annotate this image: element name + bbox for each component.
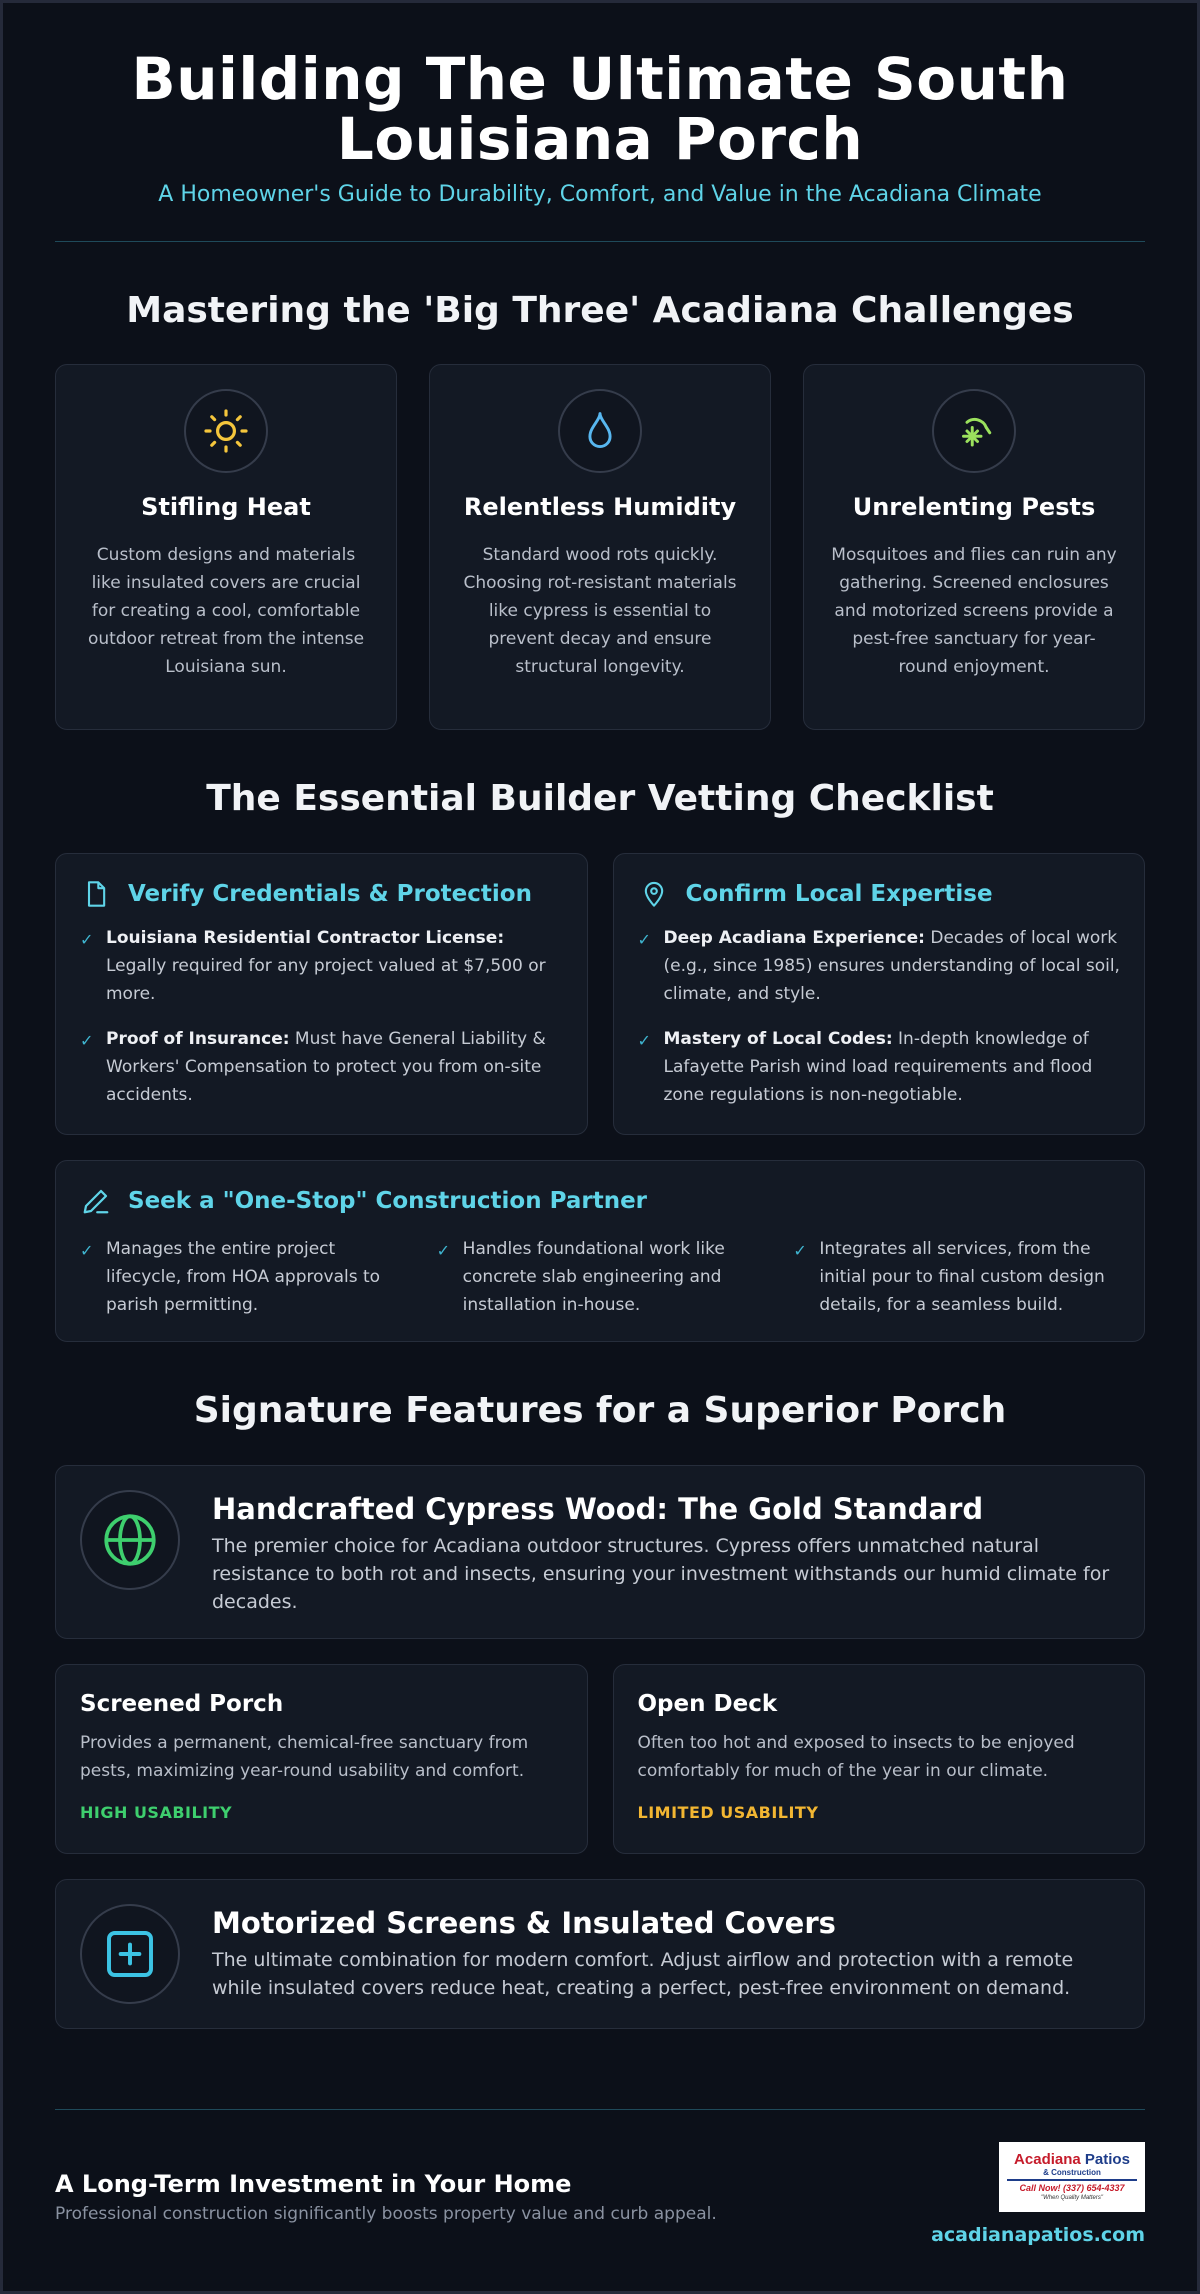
item-bold: Proof of Insurance: bbox=[106, 1029, 290, 1049]
challenge-card-pests bbox=[803, 364, 1145, 730]
footer-divider bbox=[55, 2109, 1145, 2110]
list-item bbox=[638, 1025, 1121, 1109]
challenge-title: Stifling Heat bbox=[141, 493, 311, 521]
item-bold: Louisiana Residential Contractor License: bbox=[106, 928, 505, 948]
list-item bbox=[638, 924, 1121, 1008]
logo-divider bbox=[1007, 2179, 1137, 2181]
check-icon: ✓ bbox=[637, 1031, 651, 1050]
screened-porch-card bbox=[55, 1664, 588, 1854]
footer-right bbox=[931, 2142, 1145, 2246]
website-link[interactable]: acadianapatios.com bbox=[931, 2224, 1145, 2246]
list-item bbox=[80, 1025, 563, 1109]
challenge-title: Unrelenting Pests bbox=[852, 493, 1096, 521]
motorized-feature-card bbox=[55, 1879, 1145, 2029]
list-item bbox=[80, 1235, 407, 1319]
credentials-card bbox=[55, 853, 588, 1135]
check-icon: ✓ bbox=[436, 1241, 451, 1260]
check-icon: ✓ bbox=[80, 1031, 94, 1050]
item-bold: Mastery of Local Codes: bbox=[663, 1029, 893, 1049]
footer bbox=[55, 2142, 1145, 2246]
item-text: Decades of local work (e.g., since 1985) ensures understanding of local soil, climate, and style. bbox=[663, 928, 1120, 1004]
map-pin-icon bbox=[638, 878, 670, 910]
credentials-heading: Verify Credentials & Protection bbox=[128, 881, 532, 907]
motorized-title: Motorized Screens & Insulated Covers bbox=[212, 1906, 836, 1940]
check-icon: ✓ bbox=[80, 1241, 94, 1260]
open-deck-card bbox=[613, 1664, 1146, 1854]
features-title: Signature Features for a Superior Porch bbox=[193, 1390, 1007, 1431]
list-item bbox=[80, 924, 563, 1008]
challenge-text: Standard wood rots quickly. Choosing rot-resistant materials like cypress is essential to prevent decay and ensure structural longevity. bbox=[463, 545, 737, 677]
deck-text: Often too hot and exposed to insects to be enjoyed comfortably for much of the year in our climate. bbox=[637, 1733, 1075, 1781]
no-bug-icon bbox=[932, 389, 1016, 473]
credentials-list bbox=[80, 924, 563, 1109]
partner-heading-row bbox=[80, 1185, 1120, 1217]
expertise-list bbox=[638, 924, 1121, 1109]
challenge-title: Relentless Humidity bbox=[463, 493, 737, 521]
check-icon: ✓ bbox=[637, 930, 651, 949]
droplet-icon bbox=[558, 389, 642, 473]
item-text: In-depth knowledge of Lafayette Parish wind load requirements and flood zone regulations is non-negotiable. bbox=[663, 1029, 1093, 1105]
expertise-card bbox=[613, 853, 1146, 1135]
globe-icon bbox=[80, 1490, 180, 1590]
cypress-feature-body bbox=[212, 1490, 1120, 1616]
challenge-card-humidity bbox=[429, 364, 771, 730]
header-divider bbox=[55, 241, 1145, 242]
expertise-heading: Confirm Local Expertise bbox=[685, 881, 993, 907]
challenge-text: Custom designs and materials like insulated covers are crucial for creating a cool, comfortable outdoor retreat from the intense Louisiana sun. bbox=[87, 545, 365, 677]
company-logo bbox=[999, 2142, 1145, 2212]
porch-comparison bbox=[55, 1664, 1145, 1854]
document-icon bbox=[80, 878, 112, 910]
challenge-card-heat bbox=[55, 364, 397, 730]
item-text: Manages the entire project lifecycle, from HOA approvals to parish permitting. bbox=[106, 1239, 381, 1315]
check-icon: ✓ bbox=[80, 930, 94, 949]
footer-left bbox=[55, 2142, 717, 2246]
footer-subtitle: Professional construction significantly boosts property value and curb appeal. bbox=[55, 2204, 717, 2224]
motorized-feature-body bbox=[212, 1904, 1120, 2002]
plus-square-icon bbox=[80, 1904, 180, 2004]
item-text: Handles foundational work like concrete slab engineering and installation in-house. bbox=[462, 1239, 725, 1315]
deck-title: Open Deck bbox=[637, 1691, 778, 1717]
list-item bbox=[793, 1235, 1120, 1319]
list-item bbox=[437, 1235, 764, 1319]
pencil-icon bbox=[80, 1185, 112, 1217]
logo-subtitle: & Construction bbox=[1043, 2168, 1101, 2177]
screened-title: Screened Porch bbox=[80, 1691, 284, 1717]
partner-list bbox=[80, 1235, 1120, 1319]
logo-name-part1: Acadiana bbox=[1014, 2151, 1081, 2168]
motorized-text: The ultimate combination for modern comfort. Adjust airflow and protection with a remote while insulated covers reduce heat, creating a perfect, pest-free environment on demand. bbox=[212, 1949, 1074, 1999]
hero-header bbox=[55, 3, 1145, 207]
partner-card bbox=[55, 1160, 1145, 1342]
logo-phone: Call Now! (337) 654-4337 bbox=[1019, 2183, 1125, 2193]
expertise-heading-row bbox=[638, 878, 1121, 910]
item-text: Integrates all services, from the initial pour to final custom design details, for a seamless build. bbox=[819, 1239, 1105, 1315]
cypress-feature-card bbox=[55, 1465, 1145, 1639]
cypress-title: Handcrafted Cypress Wood: The Gold Standard bbox=[212, 1492, 984, 1526]
page-title: Building The Ultimate South Louisiana Porch bbox=[131, 45, 1069, 173]
logo-tagline: "When Quality Matters" bbox=[1041, 2195, 1103, 2201]
page-subtitle: A Homeowner's Guide to Durability, Comfort, and Value in the Acadiana Climate bbox=[158, 182, 1042, 207]
challenges-grid bbox=[55, 364, 1145, 730]
challenges-title: Mastering the 'Big Three' Acadiana Challenges bbox=[126, 290, 1074, 331]
deck-usability-badge: LIMITED USABILITY bbox=[637, 1803, 819, 1822]
checklist-title: The Essential Builder Vetting Checklist bbox=[206, 778, 994, 819]
logo-name-part2: Patios bbox=[1084, 2151, 1130, 2168]
checklist-grid bbox=[55, 853, 1145, 1135]
screened-usability-badge: HIGH USABILITY bbox=[80, 1803, 233, 1822]
cypress-text: The premier choice for Acadiana outdoor structures. Cypress offers unmatched natural resistance to both rot and insects, ensuring your investment withstands our humid climate for decades. bbox=[212, 1535, 1110, 1613]
item-bold: Deep Acadiana Experience: bbox=[663, 928, 925, 948]
partner-heading: Seek a "One-Stop" Construction Partner bbox=[128, 1188, 648, 1214]
item-text: Legally required for any project valued at $7,500 or more. bbox=[106, 956, 546, 1004]
item-text: Must have General Liability & Workers' Compensation to protect you from on-site accidents. bbox=[106, 1029, 546, 1105]
screened-text: Provides a permanent, chemical-free sanctuary from pests, maximizing year-round usability and comfort. bbox=[80, 1733, 529, 1781]
footer-title: A Long-Term Investment in Your Home bbox=[55, 2170, 572, 2198]
credentials-heading-row bbox=[80, 878, 563, 910]
check-icon: ✓ bbox=[793, 1241, 807, 1260]
sun-icon bbox=[184, 389, 268, 473]
challenge-text: Mosquitoes and flies can ruin any gathering. Screened enclosures and motorized screens provide a pest-free sanctuary for year-round enjoyment. bbox=[831, 545, 1117, 677]
